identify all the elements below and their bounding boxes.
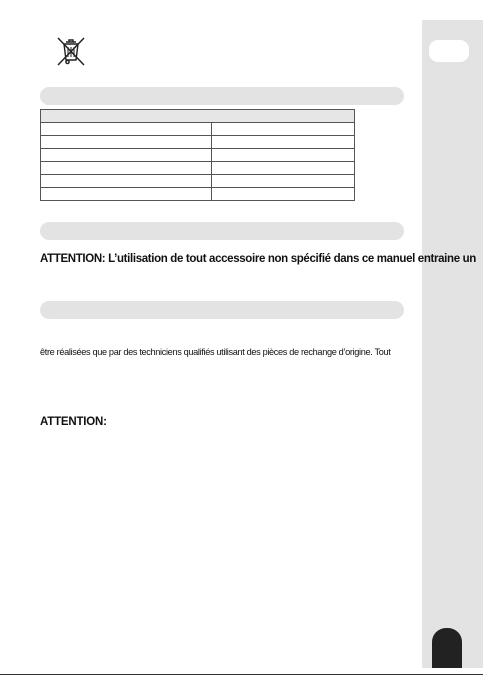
attention-label: ATTENTION: — [40, 416, 107, 428]
table-cell — [212, 123, 355, 136]
table-cell — [212, 162, 355, 175]
table-cell — [41, 123, 212, 136]
table-row — [41, 149, 355, 162]
side-tab-strip — [422, 20, 483, 668]
table-row — [41, 162, 355, 175]
table-cell — [41, 188, 212, 201]
service-paragraph-line: être réalisées que par des techniciens qualifiés utilisant des pièces de rechange d’origine. Tout — [40, 347, 391, 357]
section-header-bar — [40, 301, 404, 319]
page-tab — [432, 628, 462, 668]
table-row — [41, 123, 355, 136]
table-cell — [41, 175, 212, 188]
attention-warning-text: ATTENTION: L’utilisation de tout accessoire non spécifié dans ce manuel entraine un — [40, 253, 476, 265]
table-cell — [212, 136, 355, 149]
table-cell — [41, 136, 212, 149]
table-header-cell — [41, 110, 355, 123]
table-cell — [41, 162, 212, 175]
table-cell — [212, 149, 355, 162]
crossed-out-wheelie-bin-icon — [55, 33, 87, 69]
table-row — [41, 136, 355, 149]
table-row — [41, 175, 355, 188]
section-header-bar — [40, 87, 404, 105]
table-cell — [212, 175, 355, 188]
specification-table — [40, 109, 355, 201]
table-cell — [41, 149, 212, 162]
table-cell — [212, 188, 355, 201]
footer-rule — [0, 674, 483, 675]
language-tab — [429, 40, 469, 62]
section-header-bar — [40, 222, 404, 240]
table-header-row — [41, 110, 355, 123]
table-row — [41, 188, 355, 201]
